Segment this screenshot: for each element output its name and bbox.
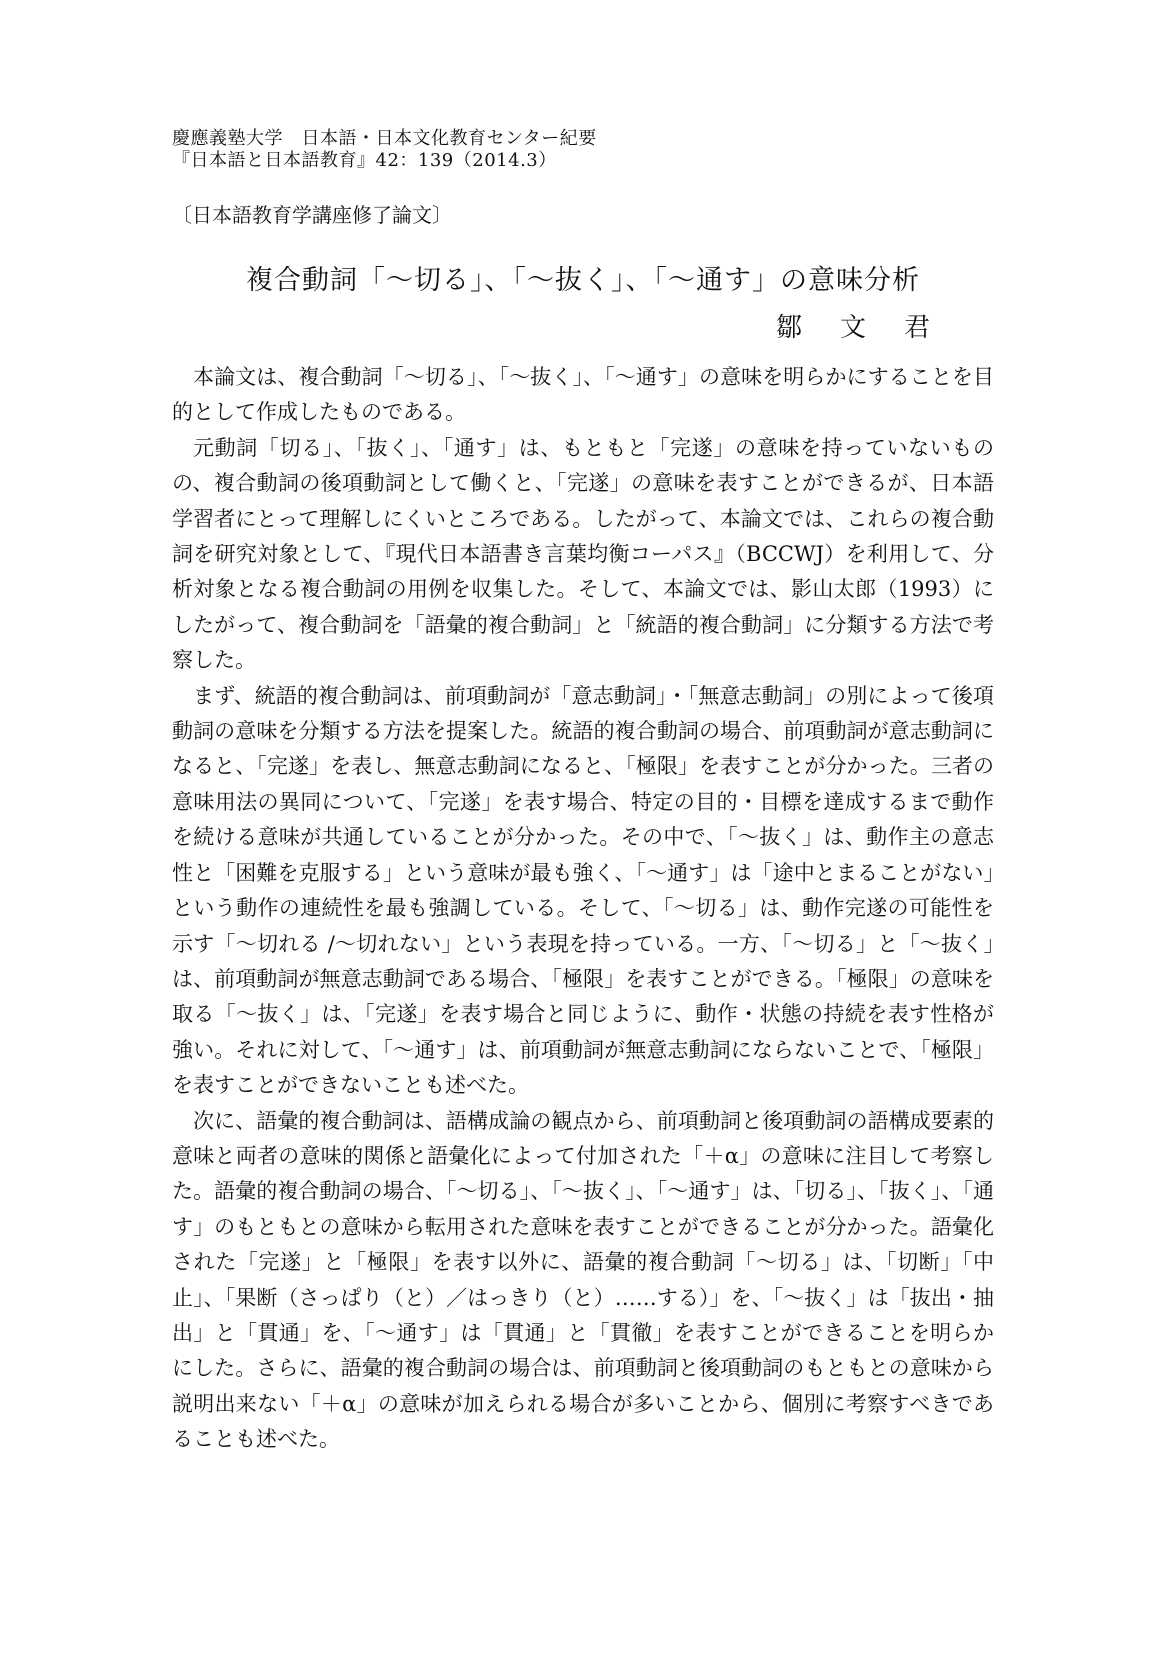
journal-issue: 『日本語と日本語教育』42：139（2014.3） <box>172 150 557 171</box>
journal-header <box>172 128 597 172</box>
abstract-paragraph: 次に、語彙的複合動詞は、語構成論の観点から、前項動詞と後項動詞の語構成要素的意味と両者の意味的関係と語彙化によって付加された「＋α」の意味に注目して考察した。語彙的複合動詞の場合、「〜切る」、「〜抜く」、「〜通す」は、「切る」、「抜く」、「通す」のもともとの意味から転用された意味を表すことができることが分かった。語彙化された「完遂」と「極限」を表す以外に、語彙的複合動詞「〜切る」は、「切断」「中止」、「果断（さっぱり（と）／はっきり（と）……する）」を、「〜抜く」は「抜出・抽出」と「貫通」を、「〜通す」は「貫通」と「貫徹」を表すことができることを明らかにした。さらに、語彙的複合動詞の場合は、前項動詞と後項動詞のもともとの意味から説明出来ない「＋α」の意味が加えられる場合が多いことから、個別に考察すべきであることも述べた。 <box>172 1108 994 1452</box>
abstract-paragraph: 元動詞「切る」、「抜く」、「通す」は、もともと「完遂」の意味を持っていないものの、複合動詞の後項動詞として働くと、「完遂」の意味を表すことができるが、日本語学習者にとって理解しにくいところである。したがって、本論文では、これらの複合動詞を研究対象として、『現代日本語書き言葉均衡コーパス』（BCCWJ）を利用して、分析対象となる複合動詞の用例を収集した。そして、本論文では、影山太郎（1993）にしたがって、複合動詞を「語彙的複合動詞」と「統語的複合動詞」に分類する方法で考察した。 <box>172 435 994 673</box>
paper-category: 〔日本語教育学講座修了論文〕 <box>172 203 452 227</box>
journal-name: 慶應義塾大学 日本語・日本文化教育センター紀要 <box>172 128 597 149</box>
abstract-paragraph: まず、統語的複合動詞は、前項動詞が「意志動詞」・「無意志動詞」の別によって後項動詞の意味を分類する方法を提案した。統語的複合動詞の場合、前項動詞が意志動詞になると、「完遂」を表し、無意志動詞になると、「極限」を表すことが分かった。三者の意味用法の異同について、「完遂」を表す場合、特定の目的・目標を達成するまで動作を続ける意味が共通していることが分かった。その中で、「〜抜く」は、動作主の意志性と「困難を克服する」という意味が最も強く、「〜通す」は「途中とまることがない」という動作の連続性を最も強調している。そして、「〜切る」は、動作完遂の可能性を示す「〜切れる /〜切れない」という表現を持っている。一方、「〜切る」と「〜抜く」は、前項動詞が無意志動詞である場合、「極限」を表すことができる。「極限」の意味を取る「〜抜く」は、「完遂」を表す場合と同じように、動作・状態の持続を表す性格が強い。それに対して、「〜通す」は、前項動詞が無意志動詞にならないことで、「極限」を表すことができないことも述べた。 <box>172 683 994 1098</box>
author-name: 鄒文君 <box>775 313 968 343</box>
paper-title: 複合動詞「〜切る」、「〜抜く」、「〜通す」の意味分析 <box>246 265 920 296</box>
abstract-paragraph: 本論文は、複合動詞「〜切る」、「〜抜く」、「〜通す」の意味を明らかにすることを目的として作成したものである。 <box>172 365 994 425</box>
abstract-body <box>172 360 994 1458</box>
